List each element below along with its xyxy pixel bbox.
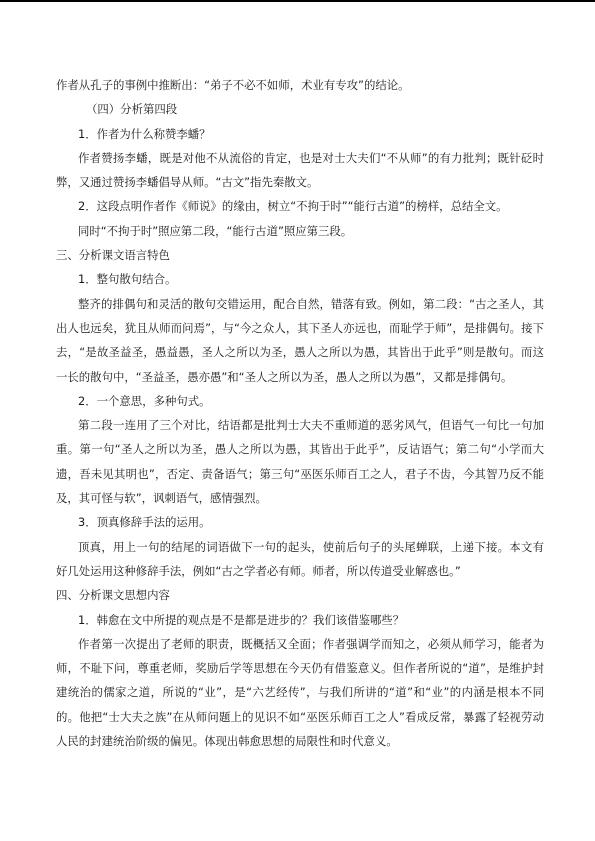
answer-praise-lipan: 作者赞扬李蟠，既是对他不从流俗的肯定，也是对士大夫们“不从师”的有力批判；既针砭时弊，又通过赞扬李蟠倡导从师。“古文”指先秦散文。 <box>56 150 544 190</box>
note-echo-paragraphs: 同时“不拘于时”照应第二段，“能行古道”照应第三段。 <box>78 223 353 238</box>
paragraph-conclusion-confucius: 作者从孔子的事例中推断出：“弟子不必不如师，术业有专攻”的结论。 <box>56 78 410 92</box>
feature-heading-multiple-sentence-forms: 2．一个意思，多种句式。 <box>78 393 211 408</box>
question-han-yu-views: 1．韩愈在文中所提的观点是不是都是进步的？我们该借鉴哪些？ <box>78 612 405 627</box>
feature-body-multiple-sentence-forms: 第二段一连用了三个对比，结语都是批判士大夫不重师道的恶劣风气，但语气一句比一句加重。第一句“圣人之所以为圣，愚人之所以为愚，其皆出于此乎”，反诘语气；第二句“小学而大遗，吾未见其明也”，否定、责备语气；第三句“巫医乐师百工之人，君子不齿，今其智乃反不能及，其可怪与软”，讽刺语气，感情强烈。 <box>56 418 544 506</box>
page-top-border <box>0 0 595 2</box>
question-why-praise-lipan: 1．作者为什么称赞李蟠？ <box>78 126 211 141</box>
feature-body-anadiplosis: 顶真，用上一句的结尾的词语做下一句的起头，使前后句子的头尾蝉联，上递下接。本文有好几处运用这种修辞手法，例如“古之学者必有师。师者，所以传道受业解惑也。” <box>56 539 544 578</box>
feature-body-parallel-loose: 整齐的排偶句和灵活的散句交错运用，配合自然，错落有致。例如，第二段：“古之圣人，其出人也远矣，犹且从师而问焉”，与“今之众人，其下圣人亦远也，而耻学于师”，是排偶句。接下去，“是故圣益圣，愚益愚，圣人之所以为圣，愚人之所以为愚，其皆出于此乎”则是散句。而这一长的散句中，“圣益圣，愚亦愚”和“圣人之所以为圣，愚人之所以为愚”，又都是排偶句。 <box>56 296 544 384</box>
section-heading-paragraph-four: （四）分析第四段 <box>86 102 178 117</box>
feature-heading-anadiplosis: 3．顶真修辞手法的运用。 <box>78 515 211 530</box>
document-page <box>56 73 544 753</box>
feature-heading-parallel-loose: 1．整句散句结合。 <box>78 272 177 287</box>
section-heading-language-features: 三、分析课文语言特色 <box>56 248 170 263</box>
point-purpose-of-shishuo: 2．这段点明作者作《师说》的缘由，树立“不拘于时”“能行古道”的榜样，总结全文。 <box>78 199 508 214</box>
section-heading-ideological-content: 四、分析课文思想内容 <box>56 588 170 603</box>
answer-han-yu-views: 作者第一次提出了老师的职责，既概括又全面；作者强调学而知之，必须从师学习，能者为师，不耻下问，尊重老师，奖励后学等思想在今天仍有借鉴意义。但作者所说的“道”，是维护封建统治的儒家之道，所说的“业”，是“六艺经传”，与我们所讲的“道”和“业”的内涵是根本不同的。他把“士大夫之族”在从师问题上的见识不如“巫医乐师百工之人”看成反常，暴露了轻视劳动人民的封建统治阶级的偏见。体现出韩愈思想的局限性和时代意义。 <box>56 636 544 749</box>
